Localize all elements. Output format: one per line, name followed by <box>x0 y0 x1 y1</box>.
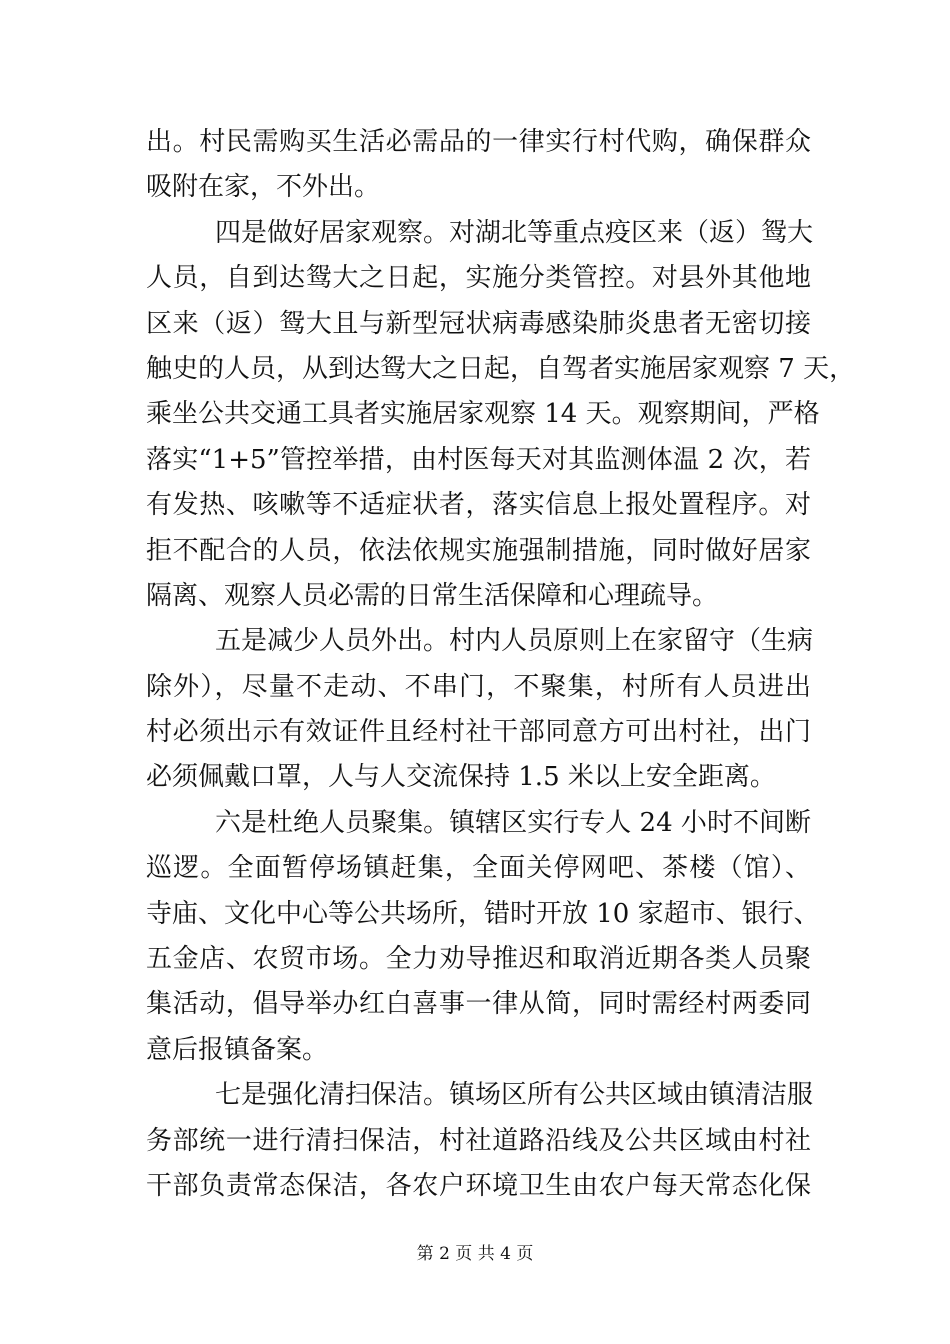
text-line: 区来（返）鸳大且与新型冠状病毒感染肺炎患者无密切接 <box>146 308 811 339</box>
text-line: 人员，自到达鸳大之日起，实施分类管控。对县外其他地 <box>146 263 811 294</box>
text-line: 有发热、咳嗽等不适症状者，落实信息上报处置程序。对 <box>146 490 811 521</box>
text-line: 四是做好居家观察。对湖北等重点疫区来（返）鸳大 <box>215 217 814 248</box>
text-line: 干部负责常态保洁，各农户环境卫生由农户每天常态化保 <box>146 1170 811 1201</box>
text-line: 隔离、观察人员必需的日常生活保障和心理疏导。 <box>146 580 719 611</box>
text-line: 吸附在家，不外出。 <box>146 172 381 203</box>
text-line: 必须佩戴口罩，人与人交流保持 1.5 米以上安全距离。 <box>146 762 776 793</box>
text-line: 除外），尽量不走动、不串门，不聚集，村所有人员进出 <box>146 671 811 702</box>
text-line: 出。村民需购买生活必需品的一律实行村代购，确保群众 <box>146 127 811 157</box>
text-line: 触史的人员，从到达鸳大之日起，自驾者实施居家观察 7 天， <box>146 353 856 384</box>
text-line: 意后报镇备案。 <box>146 1034 329 1065</box>
page-number-footer: 第 2 页 共 4 页 <box>416 1244 534 1264</box>
text-line: 寺庙、文化中心等公共场所，错时开放 10 家超市、银行、 <box>146 898 820 929</box>
document-body <box>146 120 856 1209</box>
text-line: 五金店、农贸市场。全力劝导推迟和取消近期各类人员聚 <box>146 944 811 975</box>
text-line: 落实“1+5”管控举措，由村医每天对其监测体温 2 次，若 <box>146 444 811 475</box>
text-line: 巡逻。全面暂停场镇赶集，全面关停网吧、茶楼（馆）、 <box>146 853 811 884</box>
text-line: 集活动，倡导举办红白喜事一律从简，同时需经村两委同 <box>146 989 811 1020</box>
text-line: 七是强化清扫保洁。镇场区所有公共区域由镇清洁服 <box>215 1080 814 1111</box>
text-line: 乘坐公共交通工具者实施居家观察 14 天。观察期间，严格 <box>146 399 820 430</box>
text-line: 村必须出示有效证件且经村社干部同意方可出村社，出门 <box>146 717 811 748</box>
text-line: 务部统一进行清扫保洁，村社道路沿线及公共区域由村社 <box>146 1125 811 1156</box>
text-line: 六是杜绝人员聚集。镇辖区实行专人 24 小时不间断 <box>215 807 811 838</box>
text-line: 拒不配合的人员，依法依规实施强制措施，同时做好居家 <box>146 535 811 566</box>
text-line: 五是减少人员外出。村内人员原则上在家留守（生病 <box>215 626 814 657</box>
